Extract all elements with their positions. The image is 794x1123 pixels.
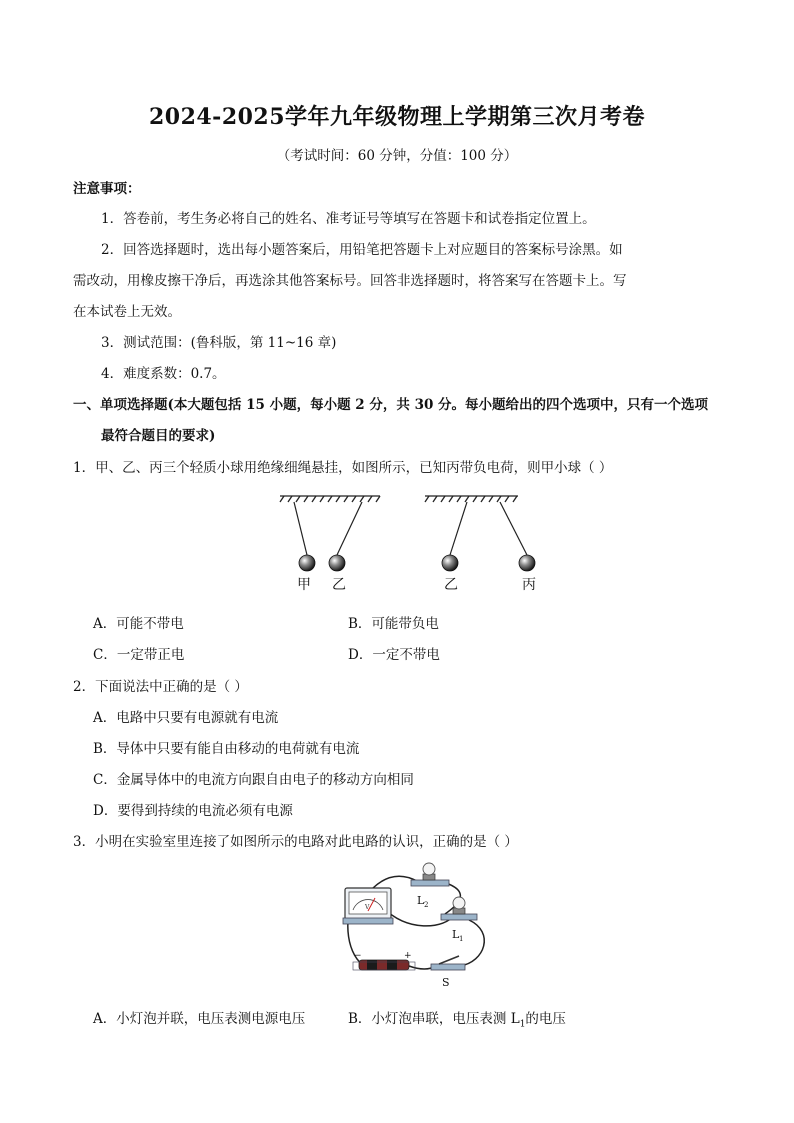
lamp-l2 — [411, 863, 449, 909]
q2-option-c: C．金属导体中的电流方向跟自由电子的移动方向相同 — [93, 772, 414, 788]
battery-minus: − — [354, 951, 362, 961]
q1-option-d: D．一定不带电 — [348, 647, 440, 663]
label-yi-right: 乙 — [444, 577, 458, 593]
svg-text:2: 2 — [424, 901, 429, 909]
q3-option-b — [348, 1007, 566, 1030]
q2-option-a: A．电路中只要有电源就有电流 — [93, 710, 279, 726]
q2-option-b: B．导体中只要有能自由移动的电荷就有电流 — [93, 741, 360, 757]
exam-info: （考试时间：60 分钟，分值：100 分） — [276, 148, 518, 164]
voltmeter — [343, 888, 393, 924]
note-item-2-line-3: 在本试卷上无效。 — [73, 304, 181, 320]
note-item-3: 3．测试范围：(鲁科版，第 11~16 章) — [101, 335, 337, 351]
q1-option-b: B．可能带负电 — [348, 616, 439, 632]
q3-option-b-main: B．小灯泡串联，电压表测 L — [348, 1011, 520, 1027]
label-bing: 丙 — [522, 577, 536, 593]
svg-text:1: 1 — [459, 935, 464, 943]
switch-s — [431, 956, 465, 989]
question-1-stem: 1．甲、乙、丙三个轻质小球用绝缘细绳悬挂，如图所示，已知丙带负电荷，则甲小球（ ） — [73, 460, 613, 476]
ball-jia — [299, 555, 315, 571]
question-3-stem: 3．小明在实验室里连接了如图所示的电路对此电路的认识，正确的是（ ） — [73, 834, 518, 850]
q1-option-c: C．一定带正电 — [93, 647, 185, 663]
note-item-2-line-2: 需改动，用橡皮擦干净后，再选涂其他答案标号。回答非选择题时，将答案写在答题卡上。写 — [73, 273, 627, 289]
battery — [353, 951, 415, 970]
q1-option-a: A．可能不带电 — [93, 616, 184, 632]
label-yi-left: 乙 — [332, 577, 346, 593]
question-2-stem: 2．下面说法中正确的是（ ） — [73, 679, 248, 695]
ball-yi-left — [329, 555, 345, 571]
section-heading-line-2: 最符合题目的要求) — [101, 428, 216, 444]
q3-option-b-sub: 1 — [519, 1019, 526, 1030]
circuit-figure — [335, 862, 505, 992]
note-item-4: 4．难度系数：0.7。 — [101, 366, 226, 382]
lamp-l1 — [441, 897, 477, 943]
svg-text:S: S — [442, 976, 450, 989]
q2-option-d: D．要得到持续的电流必须有电源 — [93, 803, 293, 819]
battery-plus: + — [404, 951, 412, 961]
left-ceiling — [280, 496, 380, 502]
note-item-2-line-1: 2．回答选择题时，选出每小题答案后，用铅笔把答题卡上对应题目的答案标号涂黑。如 — [101, 242, 623, 258]
notes-heading: 注意事项： — [73, 181, 141, 197]
ball-bing — [519, 555, 535, 571]
q3-option-a: A．小灯泡并联，电压表测电源电压 — [93, 1011, 306, 1027]
section-heading-line-1: 一、单项选择题(本大题包括 15 小题，每小题 2 分，共 30 分。每小题给出的四个选项中，只有一个选项 — [73, 397, 709, 413]
q3-option-b-tail: 的电压 — [525, 1011, 566, 1027]
svg-text:L: L — [452, 928, 460, 941]
label-jia: 甲 — [297, 577, 311, 593]
suspended-balls-figure — [270, 486, 550, 598]
right-ceiling — [425, 496, 518, 502]
note-item-1: 1．答卷前，考生务必将自己的姓名、准考证号等填写在答题卡和试卷指定位置上。 — [101, 211, 596, 227]
page-title: 2024-2025学年九年级物理上学期第三次月考卷 — [148, 104, 646, 130]
voltmeter-v-label: V — [365, 904, 370, 911]
ball-yi-right — [442, 555, 458, 571]
svg-text:L: L — [417, 894, 425, 907]
